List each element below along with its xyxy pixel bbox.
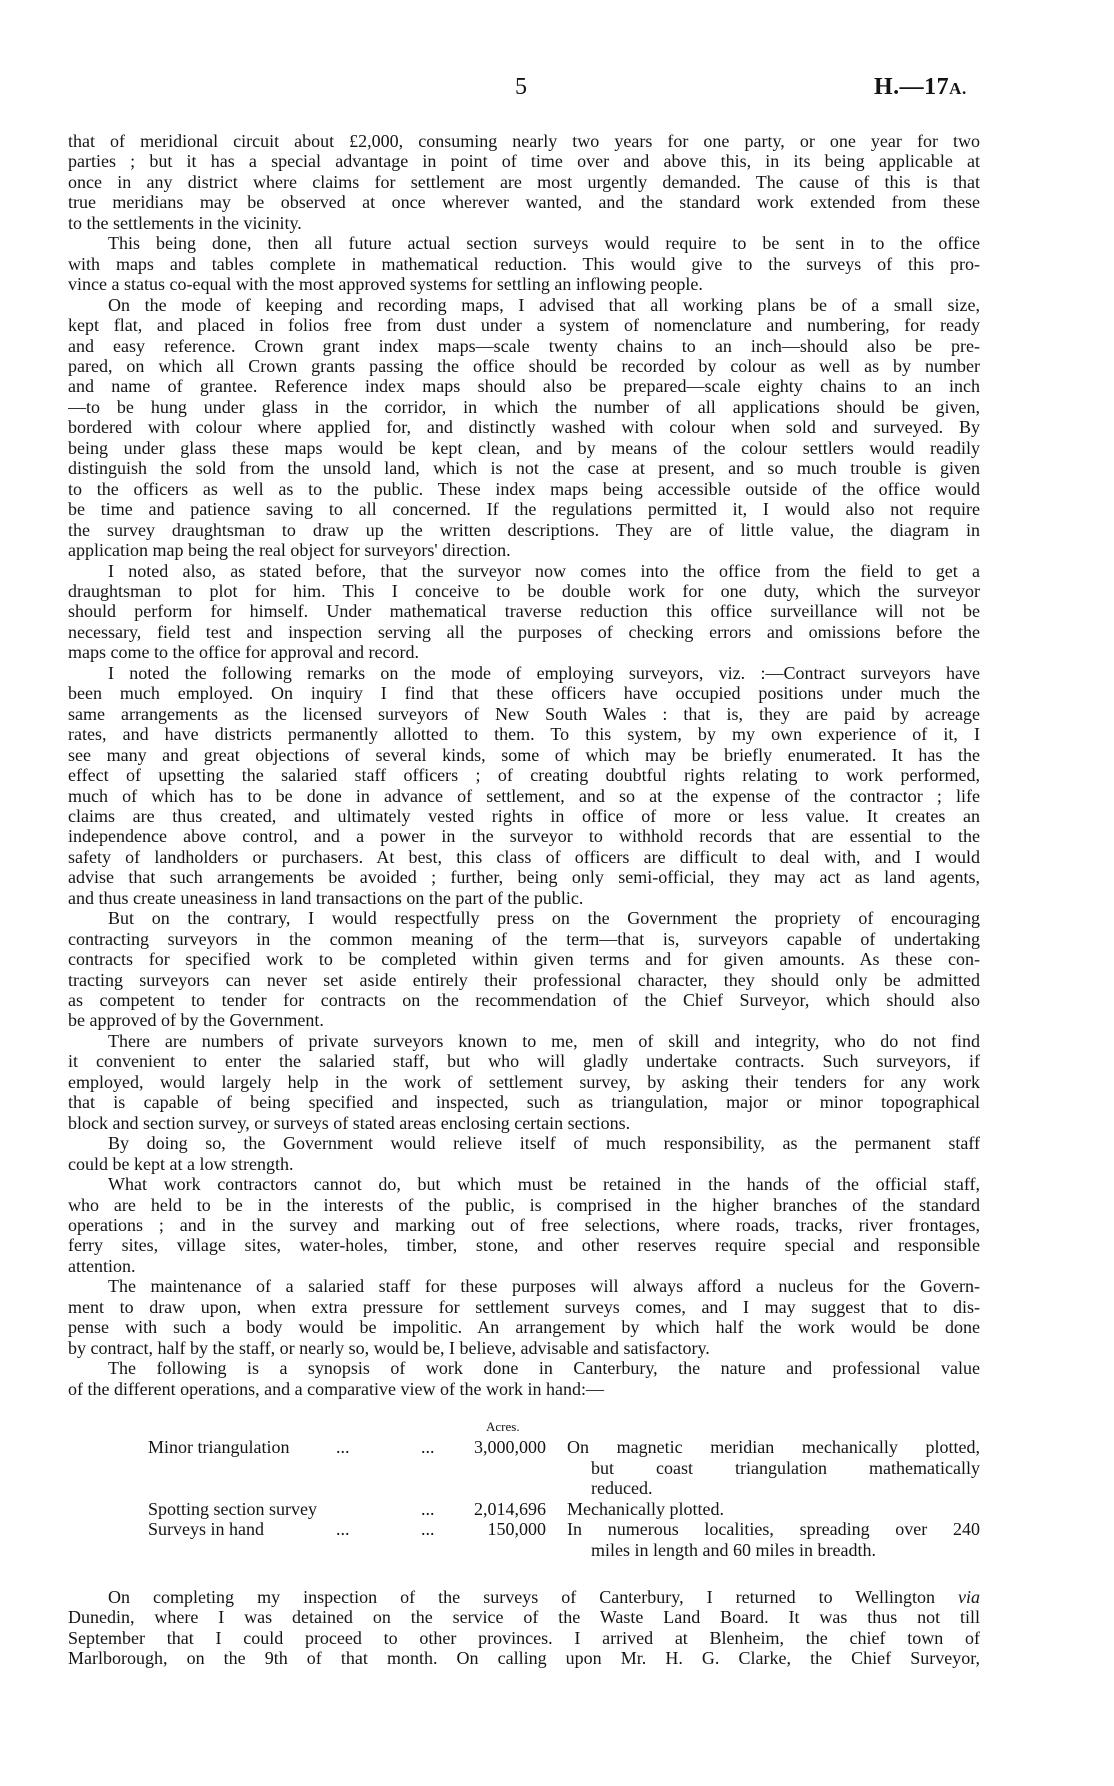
text-line: advise that such arrangements be avoided ; further, being only semi-official, they may act as land agents, <box>68 867 980 888</box>
text-line: the survey draughtsman to draw up the written descriptions. They are of little value, the diagram in <box>68 519 980 540</box>
paragraph <box>68 1174 980 1276</box>
paragraph <box>68 1031 980 1133</box>
leader-dots: ... <box>336 1437 350 1458</box>
text-line: pared, on which all Crown grants passing the office should be recorded by colour as well as by number <box>68 355 980 376</box>
text-line: and name of grantee. Reference index maps should also be prepared—scale eighty chains to an inch <box>68 376 980 397</box>
document-reference-main: H.—17 <box>874 74 950 100</box>
text-line: Marlborough, on the 9th of that month. On calling upon Mr. H. G. Clarke, the Chief Surveyor, <box>68 1648 980 1669</box>
text-line: block and section survey, or surveys of stated areas enclosing certain sections. <box>68 1112 631 1133</box>
leader-dots: ... <box>421 1498 435 1519</box>
text-line: This being done, then all future actual section surveys would require to be sent in to the office <box>108 233 980 254</box>
italic-word: via <box>958 1587 980 1607</box>
text-line: There are numbers of private surveyors known to me, men of skill and integrity, who do not find <box>108 1030 980 1051</box>
description-line: but coast triangulation mathematically <box>591 1457 980 1478</box>
text-line: been much employed. On inquiry I find that these officers have occupied positions under much the <box>68 683 980 704</box>
leader-dots: ... <box>421 1437 435 1458</box>
acres-value: 2,014,696 <box>474 1498 546 1519</box>
text-line: that of meridional circuit about £2,000, consuming nearly two years for one party, or one year for two <box>68 131 980 151</box>
body-text <box>68 131 980 1399</box>
paragraph <box>68 1358 980 1399</box>
text-line <box>68 1587 980 1607</box>
text-line: The maintenance of a salaried staff for these purposes will always afford a nucleus for the Govern- <box>108 1276 980 1297</box>
leader-dots: ... <box>336 1519 350 1540</box>
text-line: once in any district where claims for settlement are most urgently demanded. The cause of this is that <box>68 171 980 192</box>
operation-label: Spotting section survey <box>148 1498 317 1519</box>
text-line: rates, and have districts permanently allotted to them. To this system, by my own experience of it, I <box>68 724 980 745</box>
paragraph <box>68 131 980 233</box>
text-line: could be kept at a low strength. <box>68 1153 294 1174</box>
text-line: it convenient to enter the salaried staff, but who will gladly undertake contracts. Such surveyors, if <box>68 1051 980 1072</box>
text-line: to the settlements in the vicinity. <box>68 212 302 233</box>
paragraph <box>68 1133 980 1174</box>
line-text: On completing my inspection of the surveys of Canterbury, I returned to Wellington <box>108 1587 935 1607</box>
text-line: of the different operations, and a comparative view of the work in hand:— <box>68 1378 604 1399</box>
operation-label: Minor triangulation <box>148 1437 290 1458</box>
description-line: miles in length and 60 miles in breadth. <box>591 1539 876 1560</box>
text-line: —to be hung under glass in the corridor, in which the number of all applications should be given, <box>68 396 980 417</box>
text-line: be approved of by the Government. <box>68 1010 324 1031</box>
text-line: independence above control, and a power in the surveyor to withhold records that are essential to the <box>68 826 980 847</box>
text-line: application map being the real object for surveyors' direction. <box>68 540 511 561</box>
text-line: be time and patience saving to all concerned. If the regulations permitted it, I would also not require <box>68 499 980 520</box>
operation-description <box>567 1499 980 1519</box>
acres-column-header: Acres. <box>486 1419 520 1434</box>
text-line: Dunedin, where I was detained on the service of the Waste Land Board. It was thus not till <box>68 1607 980 1628</box>
document-reference-suffix: A. <box>949 79 967 98</box>
operation-description <box>567 1519 980 1560</box>
text-line: By doing so, the Government would relieve itself of much responsibility, as the permanent staff <box>108 1133 980 1154</box>
text-line: pense with such a body would be impolitic. An arrangement by which half the work would be done <box>68 1317 980 1338</box>
text-line: as competent to tender for contracts on the recommendation of the Chief Surveyor, which should also <box>68 990 980 1011</box>
text-line: necessary, field test and inspection serving all the purposes of checking errors and omissions before the <box>68 621 980 642</box>
text-line: should perform for himself. Under mathematical traverse reduction this office surveillance will not be <box>68 601 980 622</box>
text-line: true meridians may be observed at once wherever wanted, and the standard work extended from these <box>68 192 980 213</box>
text-line: draughtsman to plot for him. This I conceive to be double work for one duty, which the surveyor <box>68 580 980 601</box>
text-line: What work contractors cannot do, but which must be retained in the hands of the official staff, <box>108 1174 980 1195</box>
acres-value: 3,000,000 <box>474 1437 546 1458</box>
text-line: ferry sites, village sites, water-holes, timber, stone, and other reserves require special and responsible <box>68 1235 980 1256</box>
description-line: On magnetic meridian mechanically plotted, <box>567 1437 980 1458</box>
text-line: same arrangements as the licensed surveyors of New South Wales : that is, they are paid by acreage <box>68 703 980 724</box>
text-line: But on the contrary, I would respectfully press on the Government the propriety of encouraging <box>108 908 980 929</box>
text-line: by contract, half by the staff, or nearly so, would be, I believe, advisable and satisfactory. <box>68 1337 710 1358</box>
text-line: effect of upsetting the salaried staff officers ; of creating doubtful rights relating to work performed, <box>68 765 980 786</box>
text-line: I noted also, as stated before, that the surveyor now comes into the office from the field to get a <box>108 560 980 581</box>
page-number: 5 <box>515 74 527 100</box>
text-line: bordered with colour where applied for, and distinctly washed with colour when sold and surveyed. By <box>68 417 980 438</box>
text-line: contracting surveyors in the common meaning of the term—that is, surveyors capable of undertaking <box>68 928 980 949</box>
text-line: operations ; and in the survey and marking out of free selections, where roads, tracks, river frontages, <box>68 1215 980 1236</box>
text-line: claims are thus created, and ultimately vested rights in office of more or less value. It creates an <box>68 805 980 826</box>
text-line: kept flat, and placed in folios free from dust under a system of nomenclature and numbering, for ready <box>68 315 980 336</box>
paragraph <box>68 233 980 294</box>
operation-label: Surveys in hand <box>148 1519 264 1540</box>
text-line: employed, would largely help in the work of settlement survey, by asking their tenders for any work <box>68 1071 980 1092</box>
text-line: that is capable of being specified and inspected, such as triangulation, major or minor topographical <box>68 1092 980 1113</box>
text-line: vince a status co-equal with the most approved systems for settling an inflowing people. <box>68 274 703 295</box>
acres-value: 150,000 <box>487 1519 546 1540</box>
text-line: maps come to the office for approval and record. <box>68 642 420 663</box>
text-line: safety of landholders or purchasers. At best, this class of officers are difficult to deal with, and I would <box>68 846 980 867</box>
paragraph <box>68 295 980 561</box>
description-line: reduced. <box>591 1478 653 1499</box>
text-line: September that I could proceed to other provinces. I arrived at Blenheim, the chief town of <box>68 1627 980 1648</box>
text-line: see many and great objections of several kinds, some of which may be briefly enumerated. It has the <box>68 744 980 765</box>
text-line: with maps and tables complete in mathematical reduction. This would give to the surveys of this pro- <box>68 253 980 274</box>
text-line: I noted the following remarks on the mode of employing surveyors, viz. :—Contract surveyors have <box>108 662 980 683</box>
text-line: attention. <box>68 1255 136 1276</box>
text-line: distinguish the sold from the unsold land, which is not the case at present, and so much trouble is given <box>68 458 980 479</box>
text-line: On the mode of keeping and recording maps, I advised that all working plans be of a small size, <box>108 294 980 315</box>
operation-description <box>567 1437 980 1498</box>
text-line: much of which has to be done in advance of settlement, and so at the expense of the contractor ; life <box>68 785 980 806</box>
text-line: tracting surveyors can never set aside entirely their professional character, they should only be admitted <box>68 969 980 990</box>
leader-dots: ... <box>421 1519 435 1540</box>
text-line: being under glass these maps would be kept clean, and by means of the colour settlers would readily <box>68 437 980 458</box>
description-line: In numerous localities, spreading over 240 <box>567 1519 980 1540</box>
closing-paragraph <box>68 1587 980 1669</box>
text-line: and thus create uneasiness in land transactions on the part of the public. <box>68 887 584 908</box>
paragraph <box>68 663 980 908</box>
paragraph <box>68 1276 980 1358</box>
description-line: Mechanically plotted. <box>567 1498 724 1519</box>
text-line: and easy reference. Crown grant index maps—scale twenty chains to an inch—should also be pre- <box>68 335 980 356</box>
text-line: ment to draw upon, when extra pressure for settlement surveys comes, and I may suggest that to dis- <box>68 1296 980 1317</box>
text-line: to the officers as well as to the public. These index maps being accessible outside of the office would <box>68 478 980 499</box>
paragraph <box>68 908 980 1031</box>
document-reference <box>874 74 967 101</box>
text-line: who are held to be in the interests of the public, is comprised in the higher branches of the standard <box>68 1194 980 1215</box>
text-line: parties ; but it has a special advantage in point of time over and above this, in its being applicable at <box>68 151 980 172</box>
paragraph <box>68 561 980 663</box>
text-line: contracts for specified work to be completed within given terms and for given amounts. As these con- <box>68 949 980 970</box>
text-line: The following is a synopsis of work done in Canterbury, the nature and professional value <box>108 1358 980 1379</box>
